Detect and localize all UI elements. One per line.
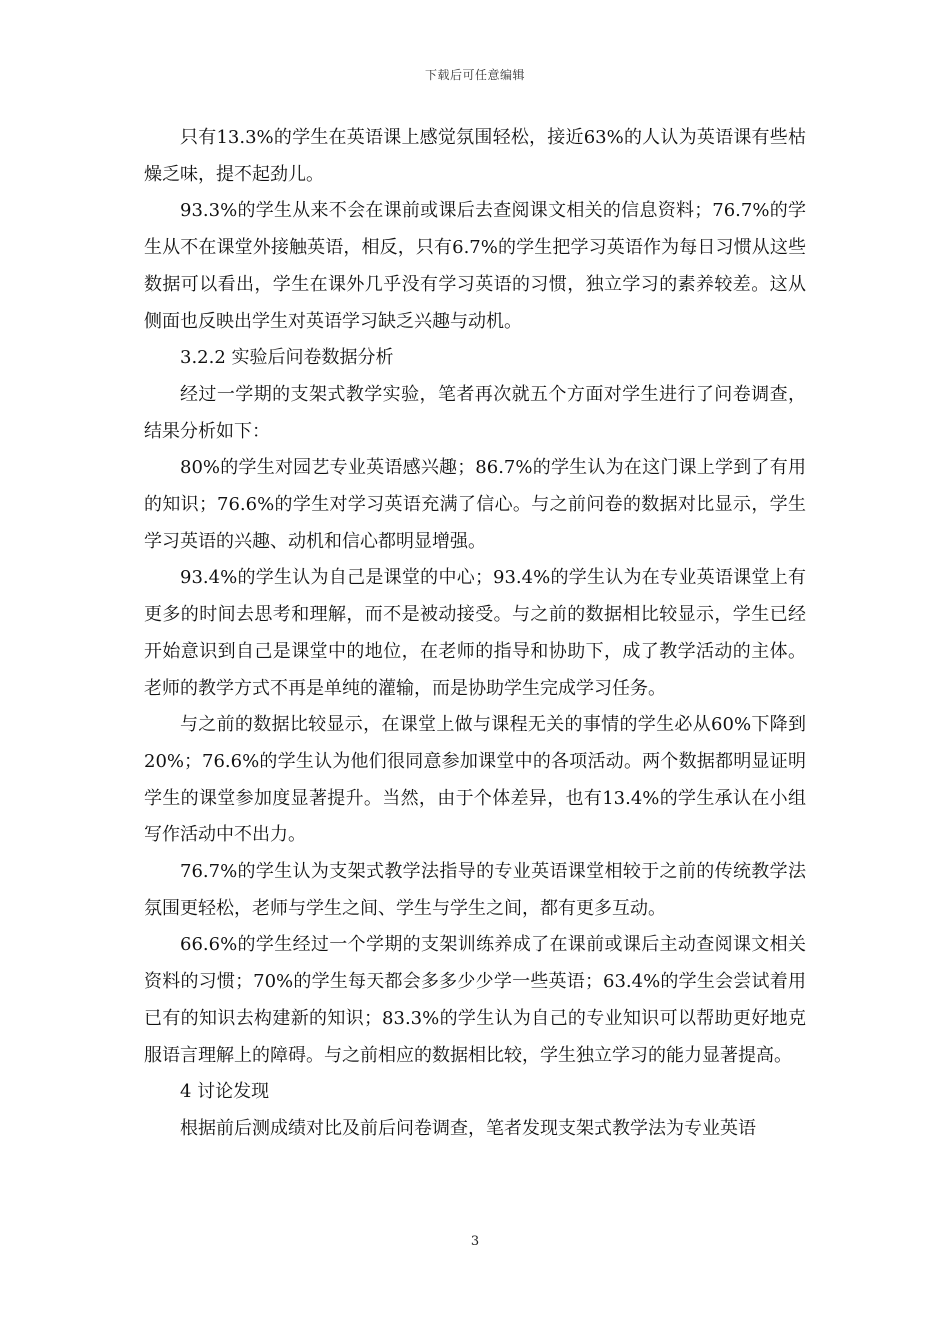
- paragraph-survey-intro: 经过一学期的支架式教学实验，笔者再次就五个方面对学生进行了问卷调查，结果分析如下：: [144, 383, 806, 442]
- paragraph-participation: 与之前的数据比较显示，在课堂上做与课程无关的事情的学生必从60%下降到20%；76.6%的学生认为他们很同意参加课堂中的各项活动。两个数据都明显证明学生的课堂参加度显著提升。当然，由于个体差异，也有13.4%的学生承认在小组写作活动中不出力。: [144, 714, 806, 846]
- paragraph-classroom-center: 93.4%的学生认为自己是课堂的中心；93.4%的学生认为在专业英语课堂上有更多的时间去思考和理解，而不是被动接受。与之前的数据相比较显示，学生已经开始意识到自己是课堂中的地位，在老师的指导和协助下，成了教学活动的主体。老师的教学方式不再是单纯的灌输，而是协助学生完成学习任务。: [144, 567, 806, 699]
- document-body: [144, 120, 806, 1148]
- paragraph-independent-learning: 66.6%的学生经过一个学期的支架训练养成了在课前或课后主动查阅课文相关资料的习惯；70%的学生每天都会多多少少学一些英语；63.4%的学生会尝试着用已有的知识去构建新的知识；83.3%的学生认为自己的专业知识可以帮助更好地克服语言理解上的障碍。与之前相应的数据相比较，学生独立学习的能力显著提高。: [144, 934, 806, 1066]
- paragraph-atmosphere-results: 76.7%的学生认为支架式教学法指导的专业英语课堂相较于之前的传统教学法氛围更轻松，老师与学生之间、学生与学生之间，都有更多互动。: [144, 861, 806, 919]
- paragraph-interest-results: 80%的学生对园艺专业英语感兴趣；86.7%的学生认为在这门课上学到了有用的知识；76.6%的学生对学习英语充满了信心。与之前问卷的数据对比显示，学生学习英语的兴趣、动机和信心都明显增强。: [144, 457, 806, 552]
- paragraph-study-habits: 93.3%的学生从来不会在课前或课后去查阅课文相关的信息资料；76.7%的学生从不在课堂外接触英语，相反，只有6.7%的学生把学习英语作为每日习惯从这些数据可以看出，学生在课外几乎没有学习英语的习惯，独立学习的素养较差。这从侧面也反映出学生对英语学习缺乏兴趣与动机。: [144, 200, 806, 332]
- paragraph-discussion-start: 根据前后测成绩对比及前后问卷调查，笔者发现支架式教学法为专业英语: [180, 1117, 756, 1139]
- page-number: 3: [470, 1234, 480, 1249]
- paragraph-classroom-atmosphere: 只有13.3%的学生在英语课上感觉氛围轻松，接近63%的人认为英语课有些枯燥乏味，提不起劲儿。: [144, 127, 806, 185]
- section-heading-3-2-2: 3.2.2 实验后问卷数据分析: [180, 347, 394, 369]
- page-header: 下载后可任意编辑: [424, 68, 525, 82]
- section-heading-4: 4 讨论发现: [180, 1081, 270, 1103]
